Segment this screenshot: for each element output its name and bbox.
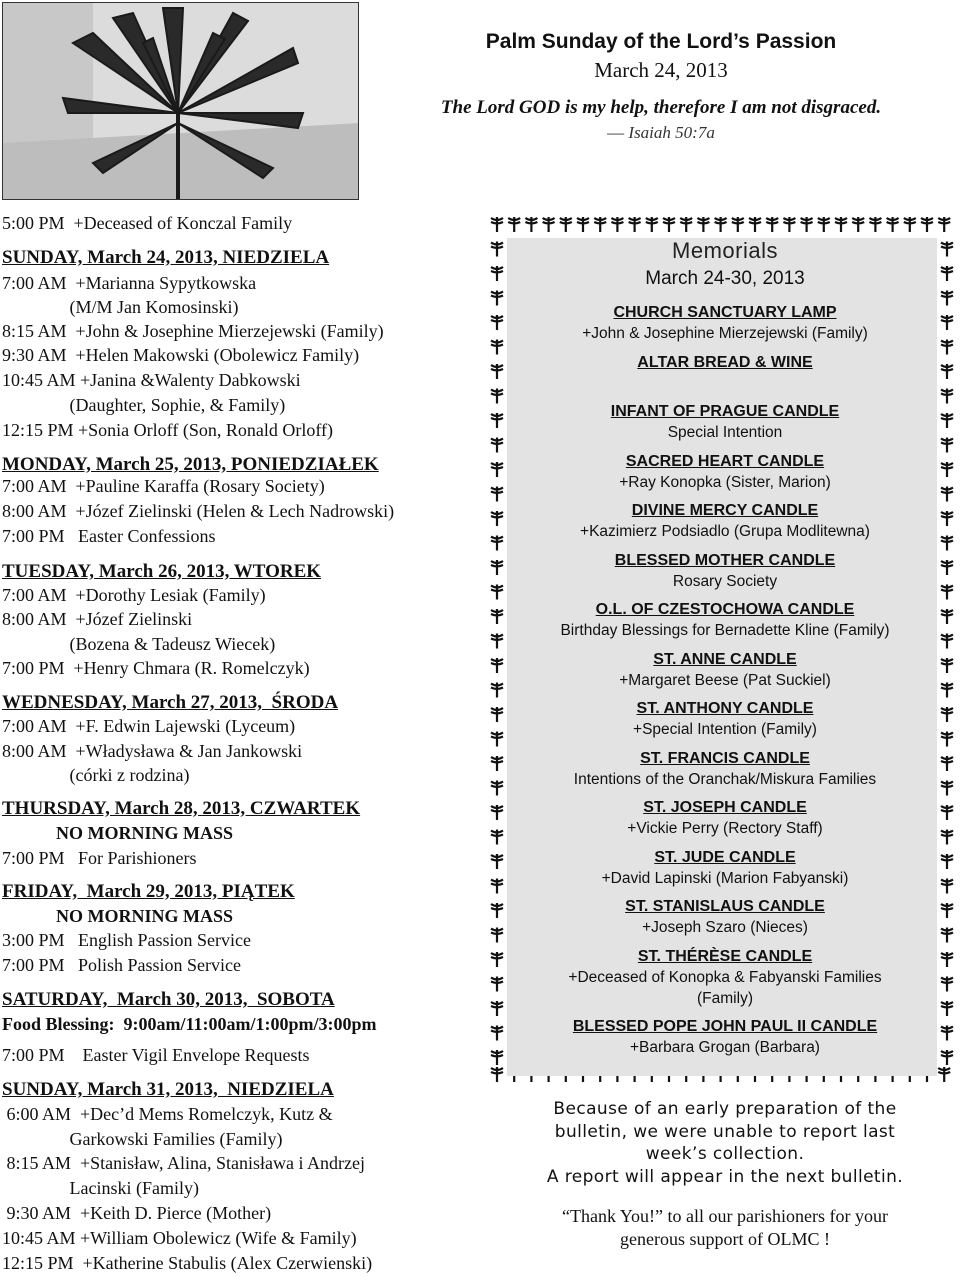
thanks-line: “Thank You!” to all our parishioners for your — [562, 1206, 888, 1226]
palm-glyph-icon — [783, 217, 795, 232]
memorial-intention: +Margaret Beese (Pat Suckiel) — [619, 672, 831, 689]
memorial-heading: SACRED HEART CANDLE — [625, 453, 825, 470]
schedule-line: 6:00 AM +Dec’d Mems Romelczyk, Kutz & — [2, 1104, 333, 1124]
palm-glyph-icon — [560, 217, 572, 232]
day-heading: WEDNESDAY, March 27, 2013, ŚRODA — [2, 692, 339, 713]
schedule-line: 7:00 AM +Pauline Karaffa (Rosary Society) — [2, 476, 325, 496]
memorial-intention: +Ray Konopka (Sister, Marion) — [619, 474, 831, 491]
palm-glyph-icon — [887, 217, 899, 232]
note-line: week’s collection. — [645, 1144, 805, 1164]
palm-glyph-icon — [697, 217, 709, 232]
schedule-line: 7:00 PM Polish Passion Service — [2, 955, 242, 975]
palm-glyph-icon — [801, 217, 813, 232]
palm-glyph-icon — [818, 217, 830, 232]
palm-glyph-icon — [921, 217, 933, 232]
schedule-line: 12:15 PM +Sonia Orloff (Son, Ronald Orloff) — [2, 420, 333, 440]
schedule-line: 9:30 AM +Helen Makowski (Obolewicz Family) — [2, 345, 360, 365]
palm-glyph-icon — [715, 217, 727, 232]
memorial-intention: (Family) — [697, 990, 753, 1007]
page-title: Palm Sunday of the Lord’s Passion — [485, 30, 837, 53]
day-heading: SUNDAY, March 24, 2013, NIEDZIELA — [2, 247, 330, 268]
memorial-heading: O.L. OF CZESTOCHOWA CANDLE — [595, 601, 855, 618]
memorial-heading: INFANT OF PRAGUE CANDLE — [610, 403, 840, 420]
schedule-line: 7:00 PM For Parishioners — [2, 848, 197, 868]
palm-glyph-icon — [852, 217, 864, 232]
palm-glyph-icon — [663, 217, 675, 232]
schedule-line: 8:00 AM +Józef Zielinski — [2, 609, 193, 629]
schedule-line: Food Blessing: 9:00am/11:00am/1:00pm/3:00pm — [2, 1014, 377, 1034]
memorial-heading: CHURCH SANCTUARY LAMP — [613, 304, 837, 321]
palm-glyph-icon — [491, 1067, 503, 1082]
memorial-intention: +Special Intention (Family) — [633, 721, 817, 738]
schedule-line: 7:00 PM +Henry Chmara (R. Romelczyk) — [2, 658, 310, 678]
schedule-line: Garkowski Families (Family) — [2, 1129, 283, 1149]
memorial-intention: +Kazimierz Podsiadlo (Grupa Modlitewna) — [580, 523, 870, 540]
thanks-line: generous support of OLMC ! — [620, 1229, 830, 1249]
palm-glyph-icon — [938, 217, 950, 232]
memorial-heading: ST. JOSEPH CANDLE — [643, 799, 807, 816]
schedule-line: NO MORNING MASS — [2, 906, 234, 926]
schedule-line: NO MORNING MASS — [2, 823, 234, 843]
schedule-line: 5:00 PM +Deceased of Konczal Family — [2, 213, 293, 233]
day-heading: FRIDAY, March 29, 2013, PIĄTEK — [2, 881, 295, 902]
day-heading: MONDAY, March 25, 2013, PONIEDZIAŁEK — [2, 454, 379, 475]
header-date: March 24, 2013 — [594, 58, 728, 82]
bulletin-header — [362, 30, 960, 143]
memorial-intention: Birthday Blessings for Bernadette Kline (Family) — [560, 622, 890, 639]
palm-glyph-icon — [904, 217, 916, 232]
thank-you-note — [492, 1205, 958, 1251]
palm-glyph-icon — [543, 217, 555, 232]
schedule-line: 8:15 AM +Stanisław, Alina, Stanisława i Andrzej — [2, 1153, 365, 1173]
palm-glyph-icon — [869, 217, 881, 232]
day-heading: TUESDAY, March 26, 2013, WTOREK — [2, 561, 322, 582]
schedule-line: (Daughter, Sophie, & Family) — [2, 395, 286, 415]
schedule-line: 7:00 PM Easter Confessions — [2, 526, 216, 546]
palm-plant-photo — [2, 2, 359, 200]
palm-glyph-icon — [766, 217, 778, 232]
day-heading: SUNDAY, March 31, 2013, NIEDZIELA — [2, 1079, 334, 1100]
memorial-intention: +David Lapinski (Marion Fabyanski) — [601, 870, 849, 887]
schedule-line: 9:30 AM +Keith D. Pierce (Mother) — [2, 1203, 272, 1223]
memorial-heading: ST. THÉRÈSE CANDLE — [637, 948, 813, 965]
memorial-heading: ALTAR BREAD & WINE — [637, 354, 813, 371]
schedule-line: 7:00 PM Easter Vigil Envelope Requests — [2, 1045, 310, 1065]
note-line: A report will appear in the next bulletin. — [546, 1166, 904, 1187]
day-heading: SATURDAY, March 30, 2013, SOBOTA — [2, 989, 335, 1010]
schedule-line: 12:15 PM +Katherine Stabulis (Alex Czerwienski) — [2, 1253, 373, 1273]
palm-glyph-icon — [577, 217, 589, 232]
memorial-heading: BLESSED POPE JOHN PAUL II CANDLE — [572, 1018, 878, 1035]
schedule-line: 8:15 AM +John & Josephine Mierzejewski (Family) — [2, 321, 384, 341]
schedule-line: Lacinski (Family) — [2, 1178, 199, 1198]
schedule-line: (córki z rodzina) — [2, 765, 190, 785]
palm-glyph-icon — [611, 217, 623, 232]
schedule-line: 8:00 AM +Władysława & Jan Jankowski — [2, 741, 303, 761]
memorial-heading: ST. ANNE CANDLE — [653, 651, 797, 668]
memorial-heading: BLESSED MOTHER CANDLE — [614, 552, 836, 569]
memorial-intention: Rosary Society — [672, 573, 778, 590]
schedule-line: 8:00 AM +Józef Zielinski (Helen & Lech Nadrowski) — [2, 501, 395, 521]
schedule-line: (Bozena & Tadeusz Wiecek) — [2, 634, 276, 654]
palm-glyph-icon — [732, 217, 744, 232]
schedule-line: 10:45 AM +Janina &Walenty Dabkowski — [2, 370, 301, 390]
memorial-intention: Intentions of the Oranchak/Miskura Families — [573, 771, 877, 788]
memorials-box — [487, 212, 957, 1087]
memorial-intention: +Barbara Grogan (Barbara) — [630, 1039, 820, 1056]
memorial-intention: +John & Josephine Mierzejewski (Family) — [582, 325, 868, 342]
palm-glyph-icon — [525, 217, 537, 232]
palm-glyph-icon — [491, 217, 503, 232]
memorial-heading: ST. JUDE CANDLE — [654, 849, 796, 866]
memorial-heading: ST. ANTHONY CANDLE — [636, 700, 814, 717]
schedule-line: 7:00 AM +Marianna Sypytkowska — [2, 273, 257, 293]
palm-glyph-icon — [938, 1067, 950, 1082]
memorials-dates: March 24-30, 2013 — [645, 268, 805, 289]
schedule-line: 7:00 AM +F. Edwin Lajewski (Lyceum) — [2, 716, 296, 736]
collection-note — [492, 1098, 958, 1188]
schedule-line: 10:45 AM +William Obolewicz (Wife & Family) — [2, 1228, 357, 1248]
scripture-verse: The Lord GOD is my help, therefore I am not disgraced. — [440, 97, 882, 118]
memorial-intention: +Vickie Perry (Rectory Staff) — [627, 820, 823, 837]
palm-glyph-icon — [594, 217, 606, 232]
palm-glyph-icon — [941, 389, 953, 404]
palm-glyph-icon — [835, 217, 847, 232]
palm-glyph-icon — [491, 389, 503, 404]
schedule-line: 3:00 PM English Passion Service — [2, 930, 252, 950]
memorials-title: Memorials — [672, 238, 778, 263]
schedule-line: 7:00 AM +Dorothy Lesiak (Family) — [2, 585, 266, 605]
citation-text: Isaiah 50:7a — [628, 123, 715, 142]
note-line: bulletin, we were unable to report last — [554, 1121, 896, 1142]
memorial-intention: +Joseph Szaro (Nieces) — [642, 919, 808, 936]
memorial-intention: Special Intention — [667, 424, 783, 441]
memorial-heading: ST. STANISLAUS CANDLE — [625, 898, 825, 915]
palm-glyph-icon — [629, 217, 641, 232]
note-line: Because of an early preparation of the — [553, 1099, 897, 1119]
memorial-heading: ST. FRANCIS CANDLE — [640, 750, 810, 767]
memorial-heading: DIVINE MERCY CANDLE — [631, 502, 819, 519]
schedule-line: (M/M Jan Komosinski) — [2, 297, 239, 317]
palm-glyph-icon — [508, 217, 520, 232]
scripture-citation: — Isaiah 50:7a — [607, 123, 715, 142]
palm-glyph-icon — [749, 217, 761, 232]
palm-glyph-icon — [680, 217, 692, 232]
palm-glyph-icon — [646, 217, 658, 232]
memorial-intention: +Deceased of Konopka & Fabyanski Families — [568, 969, 882, 986]
day-heading: THURSDAY, March 28, 2013, CZWARTEK — [2, 798, 361, 819]
